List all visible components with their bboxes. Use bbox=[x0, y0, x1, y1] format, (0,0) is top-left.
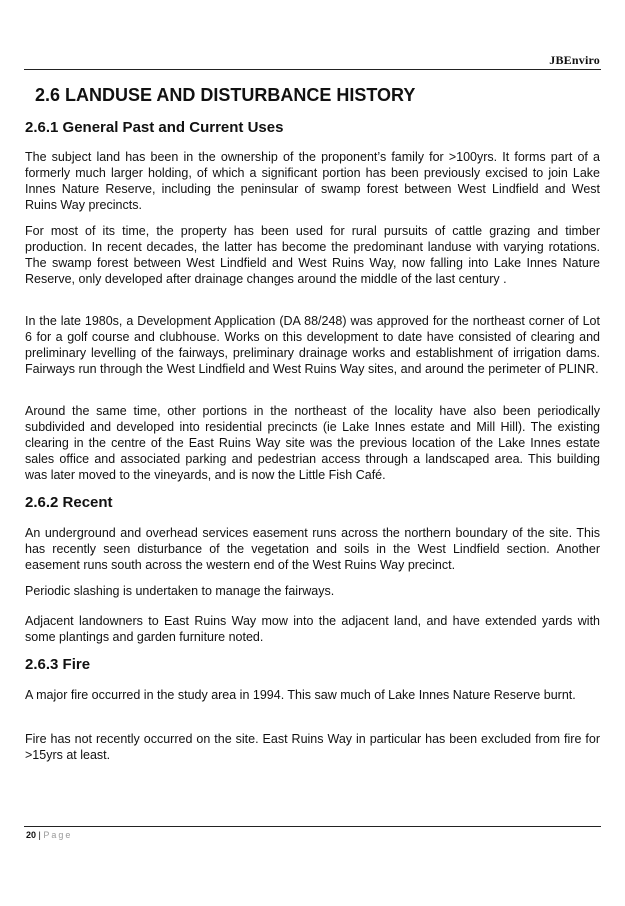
page-number: 20 bbox=[26, 830, 37, 840]
page-label: Page bbox=[43, 830, 73, 840]
footer-divider bbox=[24, 826, 601, 827]
subsection-title-recent: 2.6.2 Recent bbox=[25, 494, 113, 511]
main-content bbox=[25, 83, 600, 762]
paragraph-rural-pursuits: For most of its time, the property has been used for rural pursuits of cattle grazing and timber production. In recent decades, the latter has become the predominant landuse with varying rotations. The swamp forest between West Lindfield and West Ruins Way, now falling into Lake Innes Nature Reserve, only developed after drainage changes around the middle of the last century . bbox=[25, 224, 600, 286]
page-footer bbox=[26, 830, 72, 840]
paragraph-ownership: The subject land has been in the ownership of the proponent’s family for >100yrs. It forms part of a formerly much larger holding, of which a significant portion has been previously excised to join Lake Innes Nature Reserve, including the peninsular of swamp forest between West Lindfield and West Ruins Way precincts. bbox=[25, 150, 600, 212]
section-title: 2.6 LANDUSE AND DISTURBANCE HISTORY bbox=[35, 85, 416, 105]
subsection-title-fire: 2.6.3 Fire bbox=[25, 656, 91, 673]
header-brand: JBEnviro bbox=[549, 53, 600, 67]
page-separator: | bbox=[36, 830, 44, 840]
paragraph-major-fire: A major fire occurred in the study area in 1994. This saw much of Lake Innes Nature Reserve burnt. bbox=[25, 688, 576, 702]
paragraph-slashing: Periodic slashing is undertaken to manage the fairways. bbox=[25, 584, 335, 598]
paragraph-development-application: In the late 1980s, a Development Application (DA 88/248) was approved for the northeast corner of Lot 6 for a golf course and clubhouse. Works on this development to date have consisted of clearing and preliminary levelling of the fairways, preliminary drainage works and establishment of irrigation dams. Fairways run through the West Lindfield and West Ruins Way sites, and around the perimeter of PLINR. bbox=[25, 314, 600, 376]
paragraph-easement: An underground and overhead services easement runs across the northern boundary of the site. This has recently seen disturbance of the vegetation and soils in the West Lindfield section. Another easement runs south across the western end of the West Ruins Way precinct. bbox=[25, 526, 600, 572]
header-divider bbox=[24, 69, 601, 70]
paragraph-residential-precincts: Around the same time, other portions in the northeast of the locality have also been periodically subdivided and developed into residential precincts (ie Lake Innes estate and Mill Hill). The existing clearing in the centre of the East Ruins Way site was the previous location of the Lake Innes estate sales office and associated parking and pedestrian access through a landscaped area. This building was later moved to the vineyards, and is now the Little Fish Café. bbox=[25, 404, 600, 482]
paragraph-fire-exclusion: Fire has not recently occurred on the site. East Ruins Way in particular has been excluded from fire for >15yrs at least. bbox=[25, 732, 600, 762]
paragraph-adjacent-landowners: Adjacent landowners to East Ruins Way mow into the adjacent land, and have extended yards with some plantings and garden furniture noted. bbox=[25, 614, 600, 644]
subsection-title-general-uses: 2.6.1 General Past and Current Uses bbox=[25, 119, 284, 136]
